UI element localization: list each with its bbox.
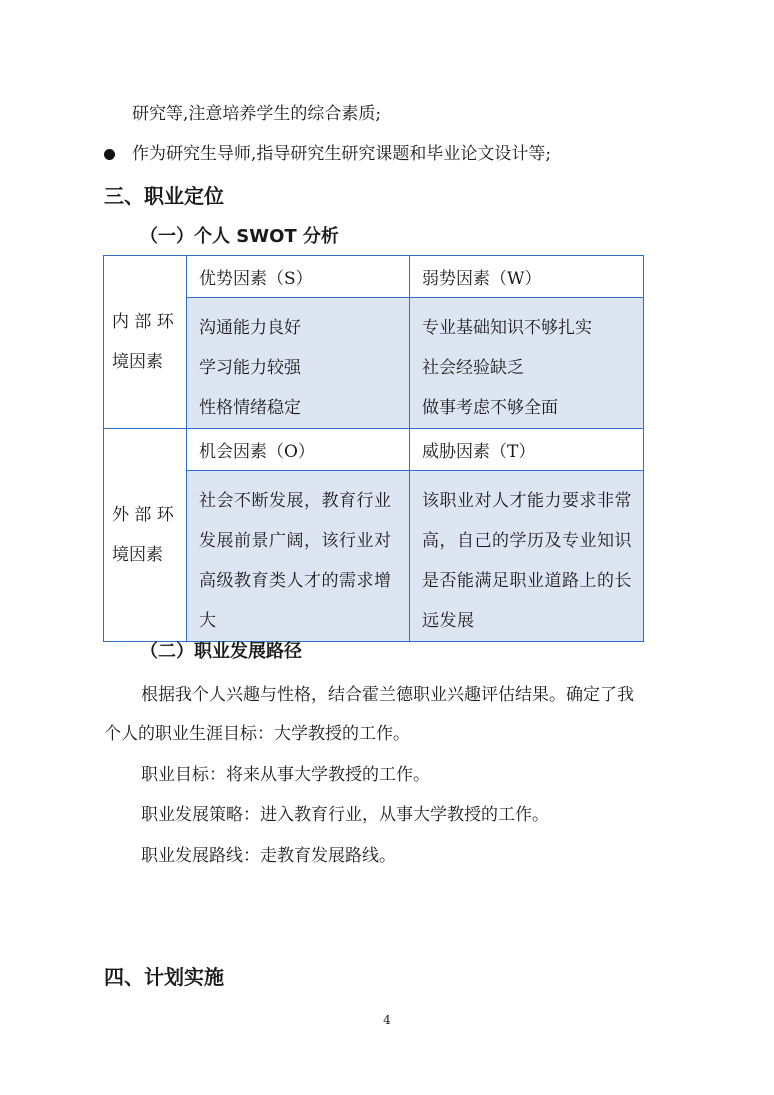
internal-factors-label: 内 部 环 境因素 (104, 256, 187, 429)
paragraph-line: 根据我个人兴趣与性格，结合霍兰德职业兴趣评估结果。确定了我 (141, 685, 634, 705)
career-strategy: 职业发展策略：进入教育行业，从事大学教授的工作。 (141, 805, 549, 825)
career-goal: 职业目标：将来从事大学教授的工作。 (141, 765, 430, 785)
opportunities-cell: 社会不断发展，教育行业发展前景广阔，该行业对高级教育类人才的需求增大 (187, 471, 410, 642)
subsection-path-title: （二）职业发展路径 (140, 641, 302, 662)
strengths-cell: 沟通能力良好 学习能力较强 性格情绪稳定 (187, 298, 410, 429)
threats-header: 威胁因素（T） (410, 429, 644, 471)
section-3-title: 三、职业定位 (104, 184, 224, 208)
intro-line: 研究等,注意培养学生的综合素质; (132, 104, 382, 124)
opportunities-header: 机会因素（O） (187, 429, 410, 471)
weaknesses-cell: 专业基础知识不够扎实 社会经验缺乏 做事考虑不够全面 (410, 298, 644, 429)
career-route: 职业发展路线：走教育发展路线。 (141, 846, 396, 866)
paragraph-line: 个人的职业生涯目标：大学教授的工作。 (104, 724, 410, 744)
page-number: 4 (383, 1013, 391, 1027)
strengths-header: 优势因素（S） (187, 256, 410, 298)
subsection-swot-title: （一）个人 SWOT 分析 (140, 226, 339, 247)
threats-cell: 该职业对人才能力要求非常高，自己的学历及专业知识是否能满足职业道路上的长远发展 (410, 471, 644, 642)
bullet-icon (104, 149, 115, 160)
external-factors-label: 外 部 环 境因素 (104, 429, 187, 642)
bullet-item: 作为研究生导师,指导研究生研究课题和毕业论文设计等; (132, 144, 552, 164)
weaknesses-header: 弱势因素（W） (410, 256, 644, 298)
section-4-title: 四、计划实施 (104, 965, 224, 989)
swot-table (103, 255, 644, 642)
